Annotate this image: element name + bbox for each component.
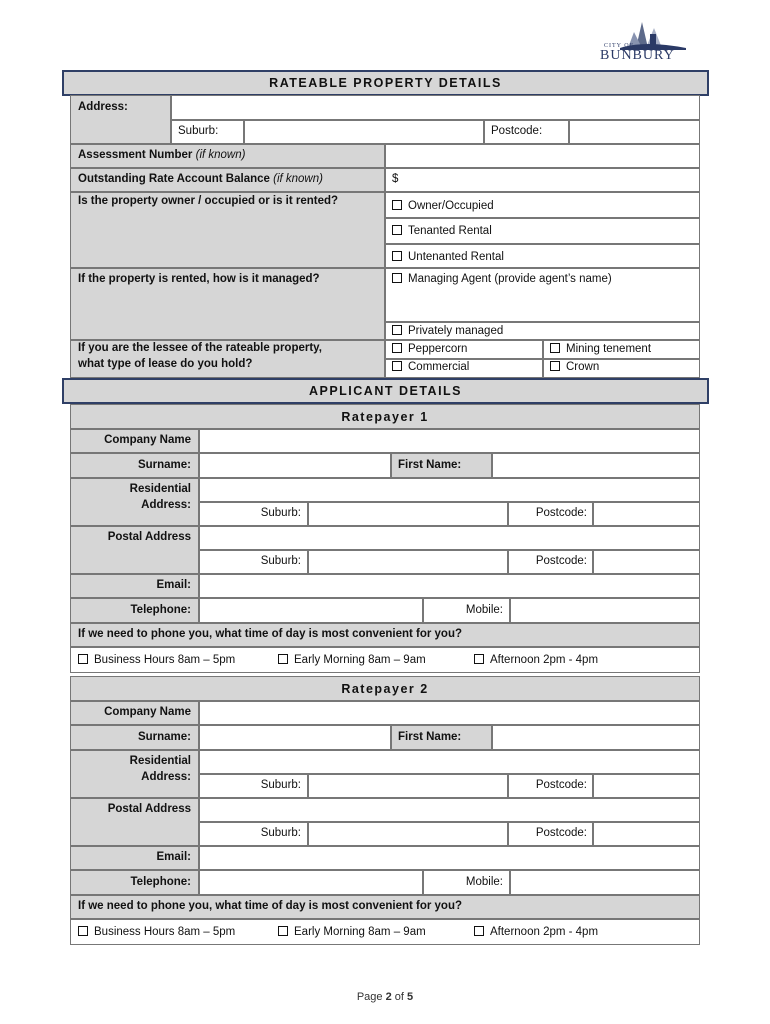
- ratepayer-2-mobile-label: Mobile:: [465, 876, 503, 888]
- suburb-label: Suburb:: [178, 125, 219, 137]
- ratepayer-1-postal-suburb-label: Suburb:: [260, 555, 301, 567]
- commercial-label: Commercial: [392, 361, 469, 373]
- crown-label: Crown: [550, 361, 599, 373]
- address-label: Address:: [78, 101, 128, 113]
- balance-field[interactable]: [385, 168, 700, 192]
- ratepayer-2-postal-label: Postal Address: [107, 803, 191, 815]
- ratepayer-1-time-option-3-label: Afternoon 2pm - 4pm: [490, 654, 599, 666]
- ratepayer-2-time-option-1[interactable]: [78, 926, 235, 938]
- ratepayer-2-res-suburb-field[interactable]: [308, 774, 508, 798]
- ratepayer-1-heading: [70, 404, 700, 429]
- ratepayer-1-mobile-label: Mobile:: [465, 604, 503, 616]
- ratepayer-2-postal-field[interactable]: [199, 798, 700, 822]
- assessment-label: Assessment Number (if known): [78, 149, 246, 161]
- footer-page-word: Page: [356, 991, 383, 1003]
- ratepayer-2-residential-field[interactable]: [199, 750, 700, 774]
- property-suburb-field[interactable]: [244, 120, 484, 144]
- ratepayer-2-phone-time-question: If we need to phone you, what time of day is most convenient for you?: [78, 900, 463, 912]
- ratepayer-1-time-option-1[interactable]: [78, 654, 235, 666]
- ratepayer-1-surname-field[interactable]: [199, 453, 391, 478]
- ratepayer-1-res-suburb-label: Suburb:: [260, 507, 301, 519]
- ratepayer-1-first-name-field[interactable]: [492, 453, 700, 478]
- owner-occupied-checkbox[interactable]: [392, 200, 402, 210]
- privately-managed-checkbox[interactable]: [392, 325, 402, 335]
- ratepayer-2-time-option-3[interactable]: [474, 926, 598, 938]
- footer-current-page: 2: [385, 991, 392, 1003]
- ratepayer-2-title: Ratepayer 2: [341, 682, 429, 696]
- ratepayer-1-postal-label: Postal Address: [107, 531, 191, 543]
- property-heading-text: RATEABLE PROPERTY DETAILS: [269, 76, 502, 90]
- occupied-question: Is the property owner / occupied or is it rented?: [78, 195, 339, 207]
- crown-checkbox[interactable]: [550, 361, 560, 371]
- ratepayer-2-time-option-2-label: Early Morning 8am – 9am: [294, 926, 426, 938]
- ratepayer-1-residential-label-1: Residential: [129, 483, 191, 495]
- peppercorn-label: Peppercorn: [392, 343, 467, 355]
- ratepayer-2-postal-suburb-label: Suburb:: [260, 827, 301, 839]
- ratepayer-1-time-option-1-label: Business Hours 8am – 5pm: [94, 654, 236, 666]
- ratepayer-1-time-option-3-checkbox[interactable]: [474, 654, 484, 664]
- ratepayer-2-surname-field[interactable]: [199, 725, 391, 750]
- ratepayer-1-postal-postcode-label: Postcode:: [535, 555, 587, 567]
- ratepayer-2-res-suburb-label: Suburb:: [260, 779, 301, 791]
- privately-managed-label: Privately managed: [392, 325, 503, 337]
- lease-question-line-1: If you are the lessee of the rateable property,: [78, 342, 322, 354]
- ratepayer-1-mobile-field[interactable]: [510, 598, 700, 623]
- ratepayer-1-time-option-2[interactable]: [278, 654, 426, 666]
- ratepayer-1-telephone-label: Telephone:: [130, 604, 191, 616]
- ratepayer-2-time-option-1-label: Business Hours 8am – 5pm: [94, 926, 236, 938]
- peppercorn-checkbox[interactable]: [392, 343, 402, 353]
- ratepayer-2-time-option-2[interactable]: [278, 926, 426, 938]
- ratepayer-2-time-option-2-checkbox[interactable]: [278, 926, 288, 936]
- ratepayer-2-residential-label-2: Address:: [141, 771, 191, 783]
- ratepayer-1-postal-suburb-field[interactable]: [308, 550, 508, 574]
- ratepayer-1-surname-label: Surname:: [137, 459, 191, 471]
- untenanted-rental-label: Untenanted Rental: [392, 251, 504, 263]
- applicant-heading-text: APPLICANT DETAILS: [308, 384, 463, 398]
- assessment-number-field[interactable]: [385, 144, 700, 168]
- ratepayer-2-postal-postcode-field[interactable]: [593, 822, 700, 846]
- ratepayer-1-email-field[interactable]: [199, 574, 700, 598]
- ratepayer-1-res-postcode-label: Postcode:: [535, 507, 587, 519]
- postcode-label: Postcode:: [491, 125, 543, 137]
- logo-city-of: CITY OF: [604, 43, 634, 49]
- ratepayer-2-email-label: Email:: [156, 851, 191, 863]
- commercial-checkbox[interactable]: [392, 361, 402, 371]
- ratepayer-2-res-postcode-field[interactable]: [593, 774, 700, 798]
- ratepayer-2-time-option-3-label: Afternoon 2pm - 4pm: [490, 926, 599, 938]
- mining-tenement-checkbox[interactable]: [550, 343, 560, 353]
- ratepayer-2-company-label: Company Name: [104, 706, 191, 718]
- ratepayer-1-email-label: Email:: [156, 579, 191, 591]
- ratepayer-2-surname-label: Surname:: [137, 731, 191, 743]
- ratepayer-2-telephone-field[interactable]: [199, 870, 423, 895]
- ratepayer-1-time-option-3[interactable]: [474, 654, 598, 666]
- ratepayer-2-first-name-field[interactable]: [492, 725, 700, 750]
- ratepayer-1-res-suburb-field[interactable]: [308, 502, 508, 526]
- footer-total-pages: 5: [407, 991, 414, 1003]
- ratepayer-1-residential-label-2: Address:: [141, 499, 191, 511]
- ratepayer-2-first-name-label: First Name:: [398, 731, 462, 743]
- logo-bunbury: BUNBURY: [600, 48, 675, 63]
- ratepayer-2-heading: [70, 676, 700, 701]
- balance-label: Outstanding Rate Account Balance (if known): [78, 173, 323, 185]
- balance-prefix: $: [392, 173, 399, 185]
- ratepayer-1-postal-postcode-field[interactable]: [593, 550, 700, 574]
- tenanted-rental-checkbox[interactable]: [392, 225, 402, 235]
- ratepayer-1-phone-time-question: If we need to phone you, what time of day is most convenient for you?: [78, 628, 463, 640]
- ratepayer-2-postal-postcode-label: Postcode:: [535, 827, 587, 839]
- ratepayer-1-residential-field[interactable]: [199, 478, 700, 502]
- lease-question-line-2: what type of lease do you hold?: [78, 358, 253, 370]
- address-field[interactable]: [171, 95, 700, 120]
- untenanted-rental-checkbox[interactable]: [392, 251, 402, 261]
- managing-agent-checkbox[interactable]: [392, 273, 402, 283]
- ratepayer-2-mobile-field[interactable]: [510, 870, 700, 895]
- ratepayer-2-residential-label-1: Residential: [129, 755, 191, 767]
- ratepayer-1-company-field[interactable]: [199, 429, 700, 453]
- ratepayer-2-telephone-label: Telephone:: [130, 876, 191, 888]
- ratepayer-2-postal-suburb-field[interactable]: [308, 822, 508, 846]
- ratepayer-1-first-name-label: First Name:: [398, 459, 462, 471]
- footer-of-word: of: [394, 991, 404, 1003]
- ratepayer-1-res-postcode-field[interactable]: [593, 502, 700, 526]
- ratepayer-1-postal-field[interactable]: [199, 526, 700, 550]
- ratepayer-1-telephone-field[interactable]: [199, 598, 423, 623]
- ratepayer-1-company-label: Company Name: [104, 434, 191, 446]
- owner-occupied-label: Owner/Occupied: [392, 200, 494, 212]
- mining-tenement-label: Mining tenement: [550, 343, 651, 355]
- managing-agent-label: Managing Agent (provide agent’s name): [392, 273, 612, 285]
- managed-question: If the property is rented, how is it managed?: [78, 273, 320, 285]
- ratepayer-2-time-option-3-checkbox[interactable]: [474, 926, 484, 936]
- property-postcode-field[interactable]: [569, 120, 700, 144]
- ratepayer-1-time-option-2-label: Early Morning 8am – 9am: [294, 654, 426, 666]
- tenanted-rental-label: Tenanted Rental: [392, 225, 492, 237]
- ratepayer-1-time-option-1-checkbox[interactable]: [78, 654, 88, 664]
- ratepayer-2-time-option-1-checkbox[interactable]: [78, 926, 88, 936]
- ratepayer-2-email-field[interactable]: [199, 846, 700, 870]
- section-heading-applicant: [62, 378, 709, 404]
- ratepayer-2-company-field[interactable]: [199, 701, 700, 725]
- page-footer: [0, 991, 770, 1003]
- ratepayer-1-time-option-2-checkbox[interactable]: [278, 654, 288, 664]
- ratepayer-2-res-postcode-label: Postcode:: [535, 779, 587, 791]
- ratepayer-1-title: Ratepayer 1: [341, 410, 429, 424]
- section-heading-property: [62, 70, 709, 96]
